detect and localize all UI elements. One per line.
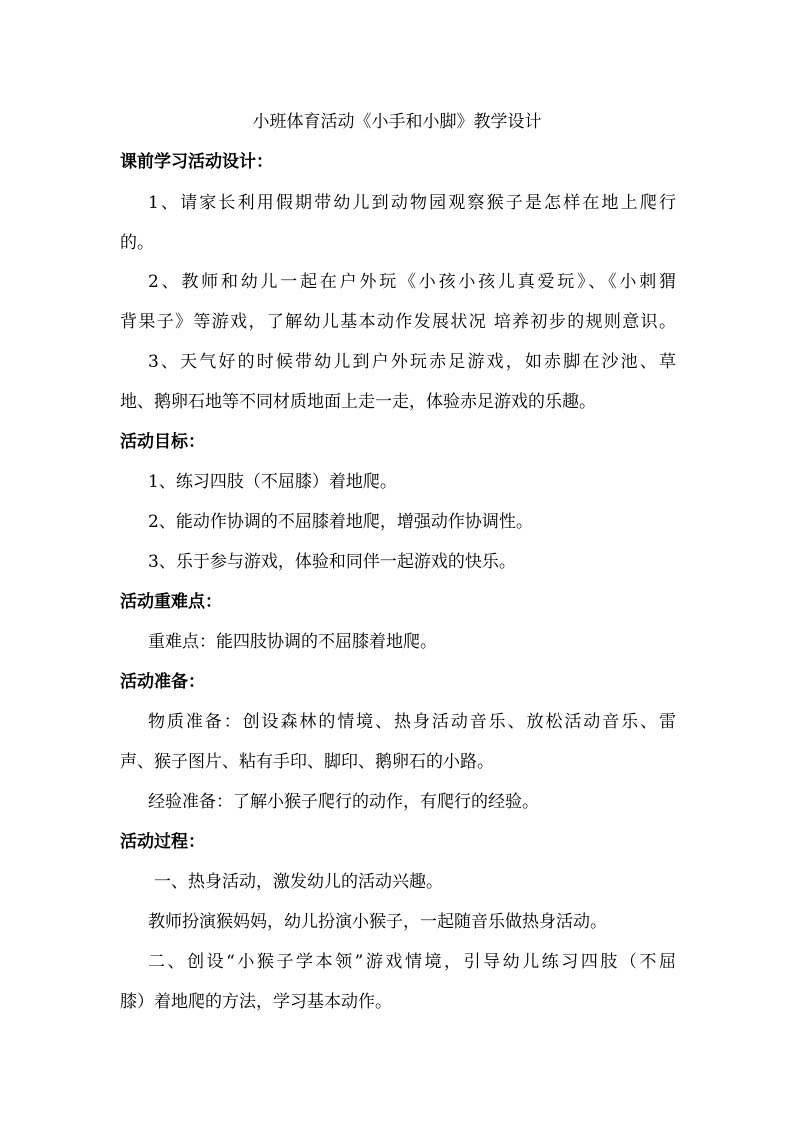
paragraph-line: 1、请家长利用假期带幼儿到动物园观察猴子是怎样在地上爬行	[148, 193, 676, 213]
section-heading-key-points: 活动重难点：	[120, 592, 222, 612]
paragraph-line: 3、天气好的时候带幼儿到户外玩赤足游戏，如赤脚在沙池、草	[148, 352, 676, 372]
paragraph-line: 一、热身活动，激发幼儿的活动兴趣。	[154, 872, 443, 892]
paragraph-line: 3、乐于参与游戏，体验和同伴一起游戏的快乐。	[148, 552, 516, 572]
section-heading-process: 活动过程：	[120, 832, 205, 852]
paragraph-line: 经验准备：了解小猴子爬行的动作，有爬行的经验。	[148, 792, 539, 812]
paragraph-line: 膝）着地爬的方法，学习基本动作。	[120, 992, 392, 1012]
paragraph-line: 地、鹅卵石地等不同材质地面上走一走，体验赤足游戏的乐趣。	[120, 392, 596, 412]
paragraph-line: 背果子》等游戏，了解幼儿基本动作发展状况 培养初步的规则意识。	[120, 312, 676, 332]
paragraph-line: 物质准备：创设森林的情境、热身活动音乐、放松活动音乐、雷	[148, 712, 676, 732]
paragraph-line: 教师扮演猴妈妈，幼儿扮演小猴子，一起随音乐做热身活动。	[148, 912, 607, 932]
paragraph-line: 1、练习四肢（不屈膝）着地爬。	[148, 472, 397, 492]
paragraph-line: 重难点：能四肢协调的不屈膝着地爬。	[148, 632, 437, 652]
paragraph-line: 2、能动作协调的不屈膝着地爬，增强动作协调性。	[148, 512, 533, 532]
paragraph-line: 2、教师和幼儿一起在户外玩《小孩小孩儿真爱玩》、《小刺猬	[148, 272, 676, 292]
section-heading-pre-class: 课前学习活动设计：	[120, 152, 273, 172]
section-heading-preparation: 活动准备：	[120, 672, 205, 692]
paragraph-line: 声、猴子图片、粘有手印、脚印、鹅卵石的小路。	[120, 752, 494, 772]
document-title: 小班体育活动《小手和小脚》教学设计	[252, 112, 542, 132]
paragraph-line: 的。	[120, 233, 154, 253]
paragraph-line: 二、创设“小猴子学本领”游戏情境，引导幼儿练习四肢（不屈	[148, 952, 676, 972]
section-heading-goals: 活动目标：	[120, 432, 205, 452]
